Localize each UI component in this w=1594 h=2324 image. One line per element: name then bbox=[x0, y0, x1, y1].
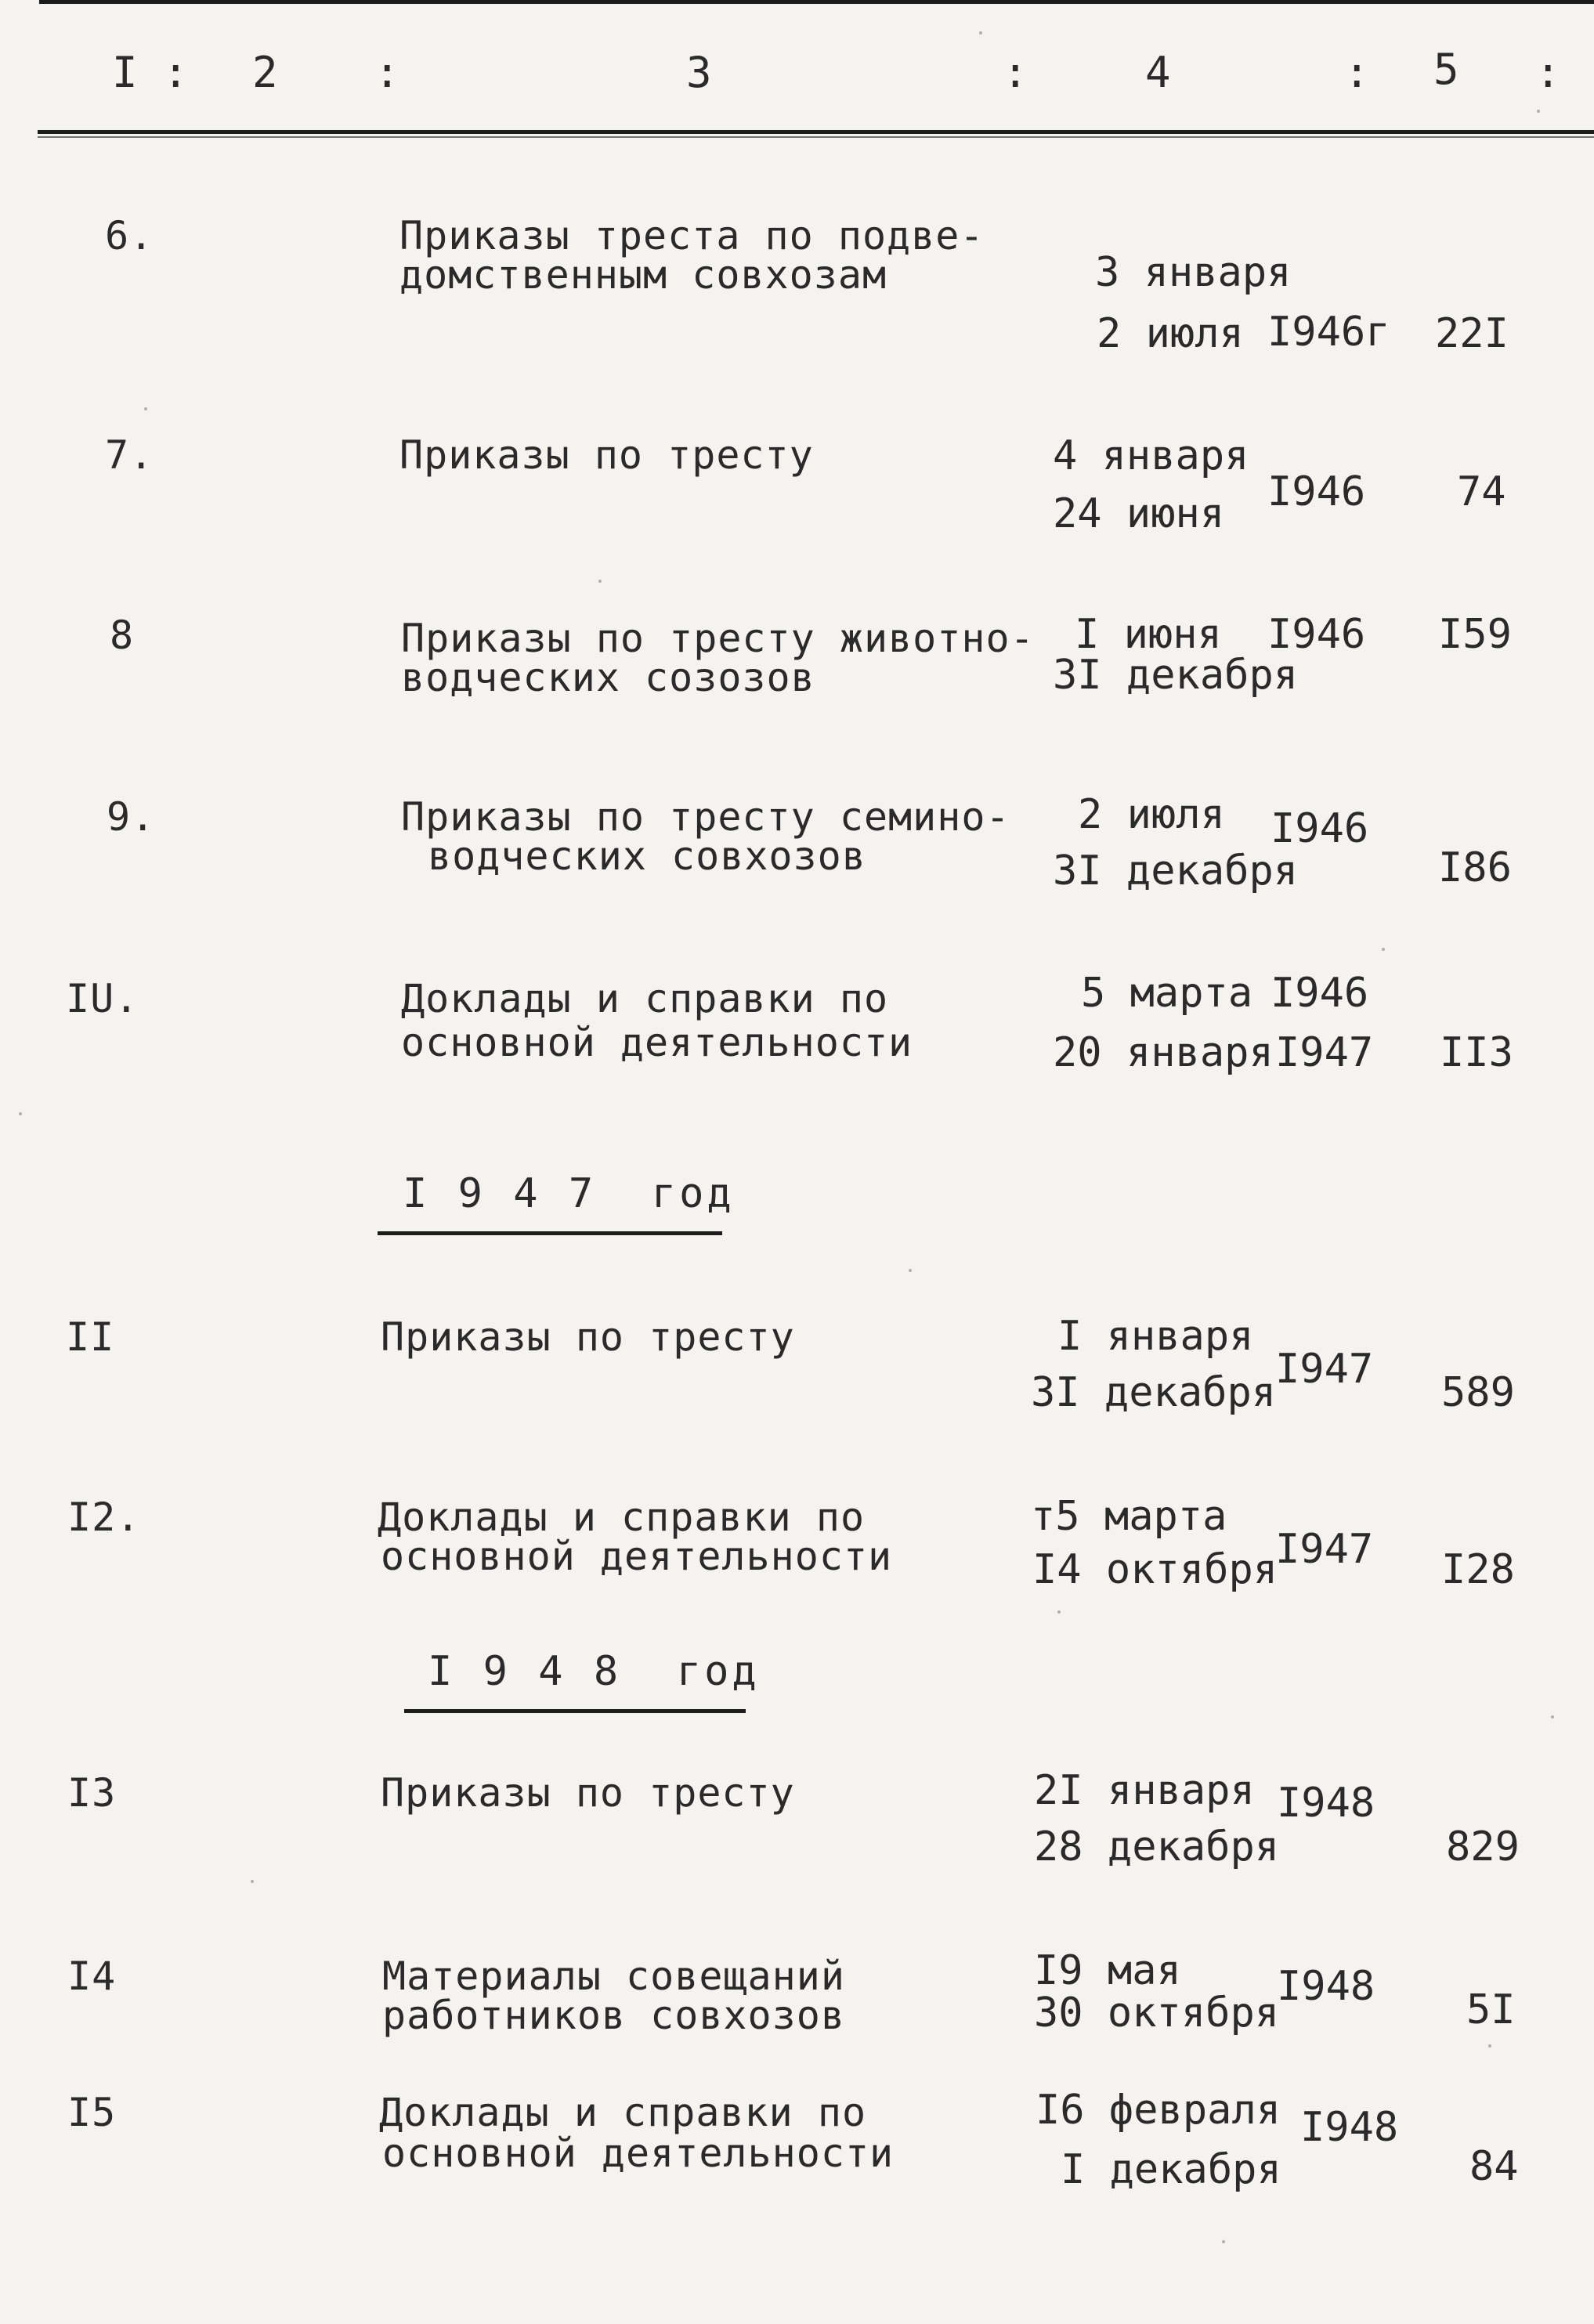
row-title-line: Доклады и справки по bbox=[379, 2090, 867, 2135]
header-sep: : bbox=[374, 48, 400, 97]
row-number: 6. bbox=[105, 213, 154, 258]
row-number: I5 bbox=[67, 2090, 117, 2135]
row-date-from: т5 марта bbox=[1031, 1493, 1227, 1540]
row-date-to: 2 июля bbox=[1097, 310, 1244, 357]
row-number: I2. bbox=[67, 1495, 141, 1540]
row-title-line: домственным совхозам bbox=[399, 252, 887, 298]
row-title-line: Доклады и справки по bbox=[378, 1495, 866, 1540]
section-label: I 9 4 7 год bbox=[403, 1170, 735, 1217]
row-count: 5I bbox=[1466, 1986, 1516, 2033]
row-number: II bbox=[66, 1314, 115, 1360]
scan-speck bbox=[144, 407, 147, 410]
header-col-5: 5 bbox=[1433, 45, 1459, 94]
scan-speck bbox=[1488, 2044, 1491, 2048]
row-year-to: I947 bbox=[1275, 1029, 1374, 1076]
scan-speck bbox=[909, 1269, 912, 1272]
row-date-to: 28 декабря bbox=[1034, 1823, 1280, 1870]
top-rule bbox=[39, 0, 1594, 4]
header-col-3: 3 bbox=[686, 48, 712, 97]
scan-speck bbox=[1382, 948, 1385, 951]
row-date-from: I6 февраля bbox=[1036, 2087, 1281, 2134]
section-underline bbox=[378, 1231, 722, 1235]
row-title-line: водческих совхозов bbox=[428, 833, 866, 879]
row-year: I946г bbox=[1267, 309, 1390, 356]
scan-speck bbox=[1057, 1610, 1061, 1614]
row-date-from: I июня bbox=[1075, 611, 1222, 658]
row-date-from: 2 июля bbox=[1078, 791, 1225, 838]
scan-speck bbox=[979, 31, 982, 34]
row-number: 8 bbox=[110, 613, 135, 658]
row-date-to: 24 июня bbox=[1053, 490, 1225, 537]
row-date-from: 5 марта bbox=[1081, 970, 1253, 1017]
row-date-from: 2I января bbox=[1034, 1767, 1255, 1814]
scan-speck bbox=[598, 580, 602, 583]
scan-speck bbox=[1537, 110, 1540, 113]
row-date-to: I4 октября bbox=[1032, 1546, 1278, 1593]
row-year: I948 bbox=[1277, 1780, 1375, 1827]
row-count: 22I bbox=[1435, 310, 1509, 357]
row-date-to: 3I декабря bbox=[1053, 652, 1299, 699]
scan-speck bbox=[251, 1880, 254, 1883]
row-title-line: Приказы по тресту bbox=[381, 1314, 795, 1360]
row-date-to: I декабря bbox=[1061, 2146, 1281, 2193]
row-count: I59 bbox=[1438, 611, 1512, 658]
row-title-line: Приказы треста по подве- bbox=[399, 213, 985, 258]
header-col-2: 2 bbox=[252, 48, 278, 97]
row-number: I4 bbox=[67, 1954, 117, 1999]
row-number: 7. bbox=[105, 432, 154, 478]
row-year-from: I946 bbox=[1271, 970, 1369, 1017]
row-date-from: I января bbox=[1057, 1313, 1254, 1360]
row-title-line: работников совхозов bbox=[382, 1993, 845, 2038]
row-title-line: водческих созозов bbox=[401, 655, 815, 700]
row-title-line: Доклады и справки по bbox=[401, 976, 889, 1021]
header-sep: : bbox=[163, 48, 189, 97]
row-count: 74 bbox=[1457, 468, 1506, 515]
row-title-line: Приказы по тресту семино- bbox=[401, 794, 1010, 840]
header-col-1: I bbox=[112, 48, 138, 97]
row-year: I946 bbox=[1267, 468, 1366, 515]
section-underline bbox=[404, 1709, 746, 1713]
row-title-line: основной деятельности bbox=[381, 1534, 893, 1579]
scan-speck bbox=[19, 1112, 22, 1115]
row-date-to: 20 января bbox=[1053, 1029, 1274, 1076]
scan-speck bbox=[1222, 2240, 1225, 2243]
row-date-from: I9 мая bbox=[1034, 1947, 1181, 1994]
header-sep: : bbox=[1535, 48, 1561, 97]
header-sep: : bbox=[1003, 48, 1028, 97]
row-count: II3 bbox=[1440, 1029, 1513, 1076]
row-count: 589 bbox=[1441, 1369, 1515, 1416]
row-date-to: 3I декабря bbox=[1031, 1369, 1277, 1416]
row-date-to: 3I декабря bbox=[1053, 848, 1299, 895]
header-sep: : bbox=[1344, 48, 1370, 97]
row-count: 84 bbox=[1469, 2143, 1519, 2190]
row-year: I948 bbox=[1300, 2104, 1399, 2151]
row-count: I28 bbox=[1441, 1546, 1515, 1593]
section-label: I 9 4 8 год bbox=[428, 1648, 760, 1695]
row-year: I946 bbox=[1271, 805, 1369, 852]
row-year: I946 bbox=[1267, 611, 1366, 658]
row-date-to: 30 октября bbox=[1034, 1990, 1280, 2037]
row-count: 829 bbox=[1446, 1823, 1520, 1870]
row-date-from: 3 января bbox=[1095, 249, 1292, 296]
row-title-line: Приказы по тресту bbox=[381, 1770, 795, 1816]
row-count: I86 bbox=[1438, 844, 1512, 891]
row-year: I948 bbox=[1277, 1963, 1375, 2010]
row-title-line: Приказы по тресту bbox=[399, 432, 814, 478]
row-number: I3 bbox=[67, 1770, 117, 1816]
header-rule-thin bbox=[38, 136, 1594, 138]
header-col-4: 4 bbox=[1145, 48, 1171, 97]
row-date-from: 4 января bbox=[1053, 432, 1249, 479]
row-title-line: основной деятельности bbox=[382, 2131, 895, 2176]
row-title-line: Приказы по тресту животно- bbox=[401, 616, 1035, 661]
row-year: I947 bbox=[1275, 1346, 1374, 1393]
row-title-line: Материалы совещаний bbox=[382, 1954, 845, 1999]
row-year: I947 bbox=[1275, 1526, 1374, 1573]
row-number: IU. bbox=[66, 976, 139, 1021]
row-number: 9. bbox=[107, 794, 156, 840]
header-rule bbox=[38, 130, 1594, 134]
row-title-line: основной деятельности bbox=[401, 1020, 913, 1065]
scan-speck bbox=[1551, 1715, 1554, 1719]
